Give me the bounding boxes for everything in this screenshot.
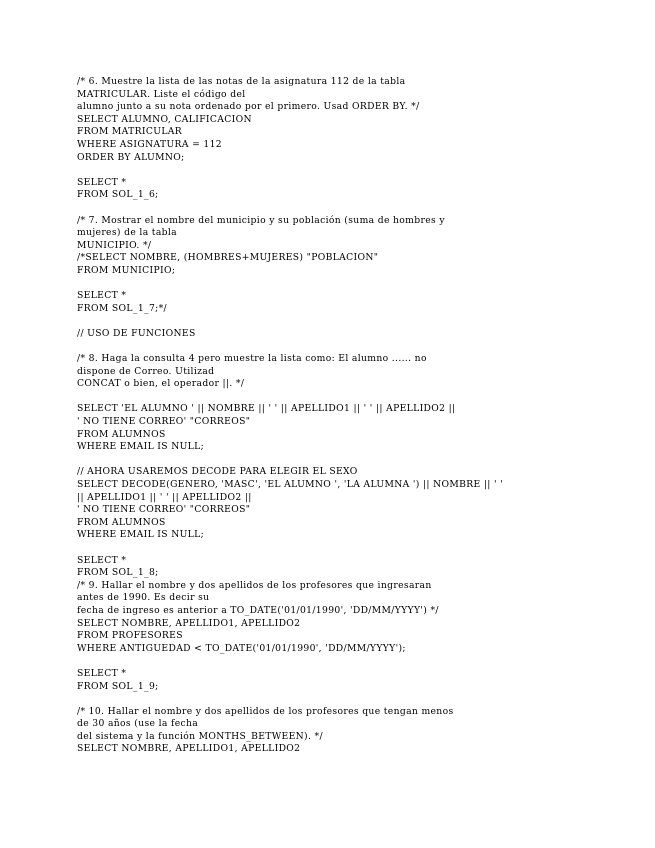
blank-line bbox=[77, 454, 637, 467]
code-line: fecha de ingreso es anterior a TO_DATE('01/01/1990', 'DD/MM/YYYY') */ bbox=[77, 604, 439, 616]
code-line: SELECT DECODE(GENERO, 'MASC', 'EL ALUMNO ', 'LA ALUMNA ') || NOMBRE || ' ' bbox=[77, 479, 504, 490]
code-line: WHERE ASIGNATURA = 112 bbox=[77, 138, 222, 150]
code-line: ' NO TIENE CORREO' "CORREOS" bbox=[77, 504, 251, 516]
code-line: del sistema y la función MONTHS_BETWEEN). */ bbox=[77, 730, 323, 742]
code-line: FROM SOL_1_7;*/ bbox=[77, 302, 167, 314]
code-line: /* 9. Hallar el nombre y dos apellidos de los profesores que ingresaran bbox=[77, 579, 432, 591]
code-line: /* 7. Mostrar el nombre del municipio y su población (suma de hombres y bbox=[77, 214, 445, 226]
blank-line bbox=[77, 202, 637, 215]
code-line: /*SELECT NOMBRE, (HOMBRES+MUJERES) "POBLACION" bbox=[77, 252, 379, 264]
code-line: SELECT * bbox=[77, 554, 127, 566]
code-line: || APELLIDO1 || ' ' || APELLIDO2 || bbox=[77, 491, 252, 503]
code-line: CONCAT o bien, el operador ||. */ bbox=[77, 378, 245, 390]
code-line: SELECT * bbox=[77, 176, 127, 188]
code-line: de 30 años (use la fecha bbox=[77, 718, 199, 730]
code-line: MATRICULAR. Liste el código del bbox=[77, 88, 246, 100]
blank-line bbox=[77, 542, 637, 555]
code-line: /* 8. Haga la consulta 4 pero muestre la lista como: El alumno ...... no bbox=[77, 353, 427, 365]
blank-line bbox=[77, 391, 637, 404]
code-line: WHERE EMAIL IS NULL; bbox=[77, 441, 205, 453]
code-line: dispone de Correo. Utilizad bbox=[77, 365, 215, 377]
code-line: // USO DE FUNCIONES bbox=[77, 327, 196, 339]
code-line: SELECT 'EL ALUMNO ' || NOMBRE || ' ' || APELLIDO1 || ' ' || APELLIDO2 || bbox=[77, 403, 456, 415]
code-line: SELECT ALUMNO, CALIFICACION bbox=[77, 113, 252, 125]
code-line: ' NO TIENE CORREO' "CORREOS" bbox=[77, 416, 251, 428]
code-line: SELECT * bbox=[77, 667, 127, 679]
code-line: SELECT NOMBRE, APELLIDO1, APELLIDO2 bbox=[77, 743, 301, 755]
code-line: FROM SOL_1_9; bbox=[77, 680, 159, 692]
code-line: /* 6. Muestre la lista de las notas de la asignatura 112 de la tabla bbox=[77, 76, 406, 87]
code-line: SELECT * bbox=[77, 290, 127, 302]
code-line: WHERE EMAIL IS NULL; bbox=[77, 529, 205, 541]
code-line: mujeres) de la tabla bbox=[77, 227, 178, 239]
code-line: FROM ALUMNOS bbox=[77, 516, 166, 528]
blank-line bbox=[77, 164, 637, 177]
code-line: FROM MUNICIPIO; bbox=[77, 264, 176, 276]
code-line: antes de 1990. Es decir su bbox=[77, 592, 210, 604]
code-line: SELECT NOMBRE, APELLIDO1, APELLIDO2 bbox=[77, 617, 301, 629]
code-line: /* 10. Hallar el nombre y dos apellidos de los profesores que tengan menos bbox=[77, 705, 454, 717]
blank-line bbox=[77, 655, 637, 668]
code-line: // AHORA USAREMOS DECODE PARA ELEGIR EL SEXO bbox=[77, 466, 358, 478]
code-line: FROM PROFESORES bbox=[77, 630, 183, 642]
blank-line bbox=[77, 693, 637, 706]
blank-line bbox=[77, 315, 637, 328]
code-line: WHERE ANTIGUEDAD < TO_DATE('01/01/1990', 'DD/MM/YYYY'); bbox=[77, 642, 406, 654]
code-line: alumno junto a su nota ordenado por el primero. Usad ORDER BY. */ bbox=[77, 101, 420, 113]
code-line: FROM SOL_1_6; bbox=[77, 189, 159, 201]
code-line: FROM ALUMNOS bbox=[77, 428, 166, 440]
blank-line bbox=[77, 278, 637, 291]
code-line: ORDER BY ALUMNO; bbox=[77, 151, 185, 163]
sql-code-block bbox=[77, 76, 637, 756]
code-line: FROM SOL_1_8; bbox=[77, 567, 159, 579]
blank-line bbox=[77, 340, 637, 353]
code-line: MUNICIPIO. */ bbox=[77, 239, 152, 251]
code-line: FROM MATRICULAR bbox=[77, 126, 183, 138]
